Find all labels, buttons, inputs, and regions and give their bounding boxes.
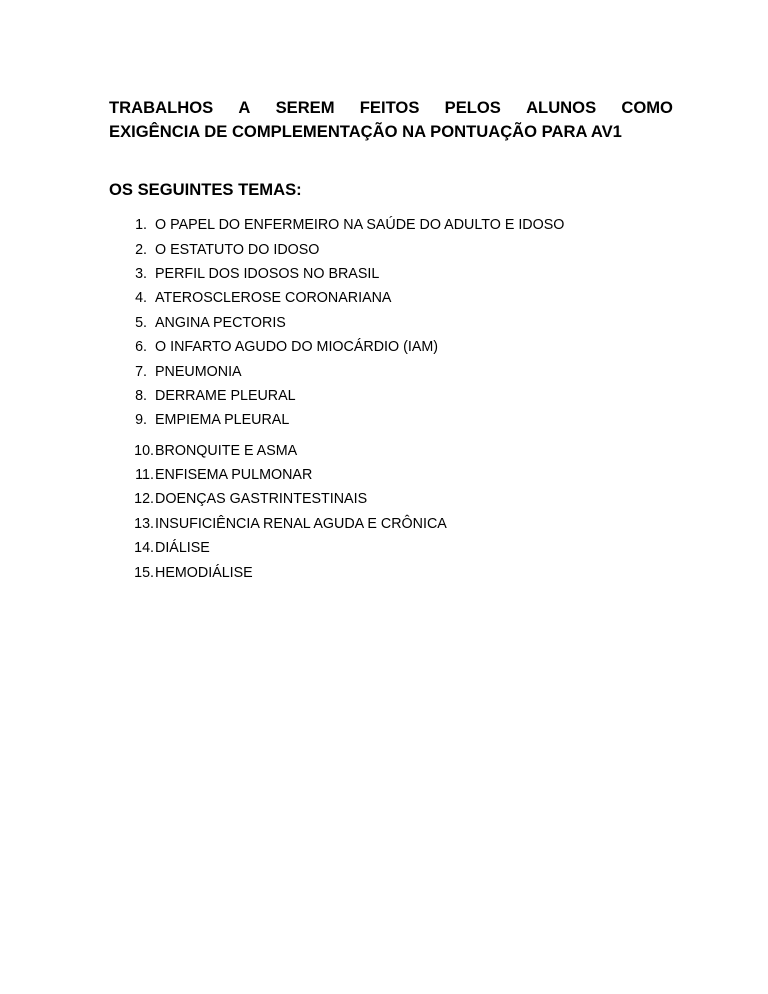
list-item-text: DIÁLISE xyxy=(155,540,210,557)
list-item-text: ANGINA PECTORIS xyxy=(155,314,286,331)
list-item xyxy=(109,512,564,536)
list-item-text: ENFISEMA PULMONAR xyxy=(155,467,313,484)
list-item-number: 10. xyxy=(134,442,154,459)
list-item-text: ATEROSCLEROSE CORONARIANA xyxy=(155,290,392,307)
list-item-number: 3. xyxy=(135,265,147,282)
list-item-number: 11. xyxy=(135,467,154,484)
list-item-text: BRONQUITE E ASMA xyxy=(155,442,298,459)
list-item-text: O ESTATUTO DO IDOSO xyxy=(155,241,320,258)
list-item xyxy=(109,335,564,359)
topic-list xyxy=(109,213,564,585)
list-item-text: O INFARTO AGUDO DO MIOCÁRDIO (IAM) xyxy=(155,339,439,356)
document-title xyxy=(109,96,673,144)
list-item-text: HEMODIÁLISE xyxy=(155,564,253,581)
title-word: TRABALHOS xyxy=(109,98,214,117)
list-item-text: INSUFICIÊNCIA RENAL AGUDA E CRÔNICA xyxy=(155,515,447,532)
list-item-number: 14. xyxy=(134,540,154,557)
list-item xyxy=(109,213,564,237)
list-item xyxy=(109,384,564,408)
list-item-number: 15. xyxy=(134,564,154,581)
title-word: PELOS xyxy=(444,98,501,117)
list-item xyxy=(109,311,564,335)
list-item xyxy=(109,536,564,560)
list-item-number: 4. xyxy=(135,290,147,307)
list-item-number: 8. xyxy=(135,387,147,404)
list-item xyxy=(109,262,564,286)
section-heading: OS SEGUINTES TEMAS: xyxy=(109,180,302,199)
list-item-number: 5. xyxy=(135,314,147,331)
list-item-text: PERFIL DOS IDOSOS NO BRASIL xyxy=(155,265,380,282)
list-item-number: 1. xyxy=(135,217,147,234)
title-line-2: EXIGÊNCIA DE COMPLEMENTAÇÃO NA PONTUAÇÃO PARA AV1 xyxy=(109,122,622,141)
list-item-text: O PAPEL DO ENFERMEIRO NA SAÚDE DO ADULTO E IDOSO xyxy=(155,217,565,234)
list-item-number: 12. xyxy=(134,491,154,508)
list-item xyxy=(109,463,564,487)
list-item-text: PNEUMONIA xyxy=(155,363,242,380)
title-word: FEITOS xyxy=(359,98,420,117)
title-word: COMO xyxy=(621,98,673,117)
list-item-number: 6. xyxy=(135,339,147,356)
title-word: ALUNOS xyxy=(526,98,597,117)
list-item xyxy=(109,439,564,463)
list-item-number: 9. xyxy=(135,412,147,429)
list-item-number: 13. xyxy=(134,515,154,532)
list-item-number: 2. xyxy=(135,241,147,258)
title-line-1 xyxy=(109,96,673,120)
list-item-text: DOENÇAS GASTRINTESTINAIS xyxy=(155,491,368,508)
list-item-text: EMPIEMA PLEURAL xyxy=(155,412,290,429)
list-item xyxy=(109,560,564,584)
list-item xyxy=(109,359,564,383)
list-item-text: DERRAME PLEURAL xyxy=(155,387,296,404)
list-item xyxy=(109,408,564,432)
title-word: A xyxy=(238,98,251,117)
list-item xyxy=(109,487,564,511)
title-word: SEREM xyxy=(275,98,335,117)
list-item xyxy=(109,286,564,310)
list-item-number: 7. xyxy=(135,363,147,380)
list-item xyxy=(109,237,564,261)
